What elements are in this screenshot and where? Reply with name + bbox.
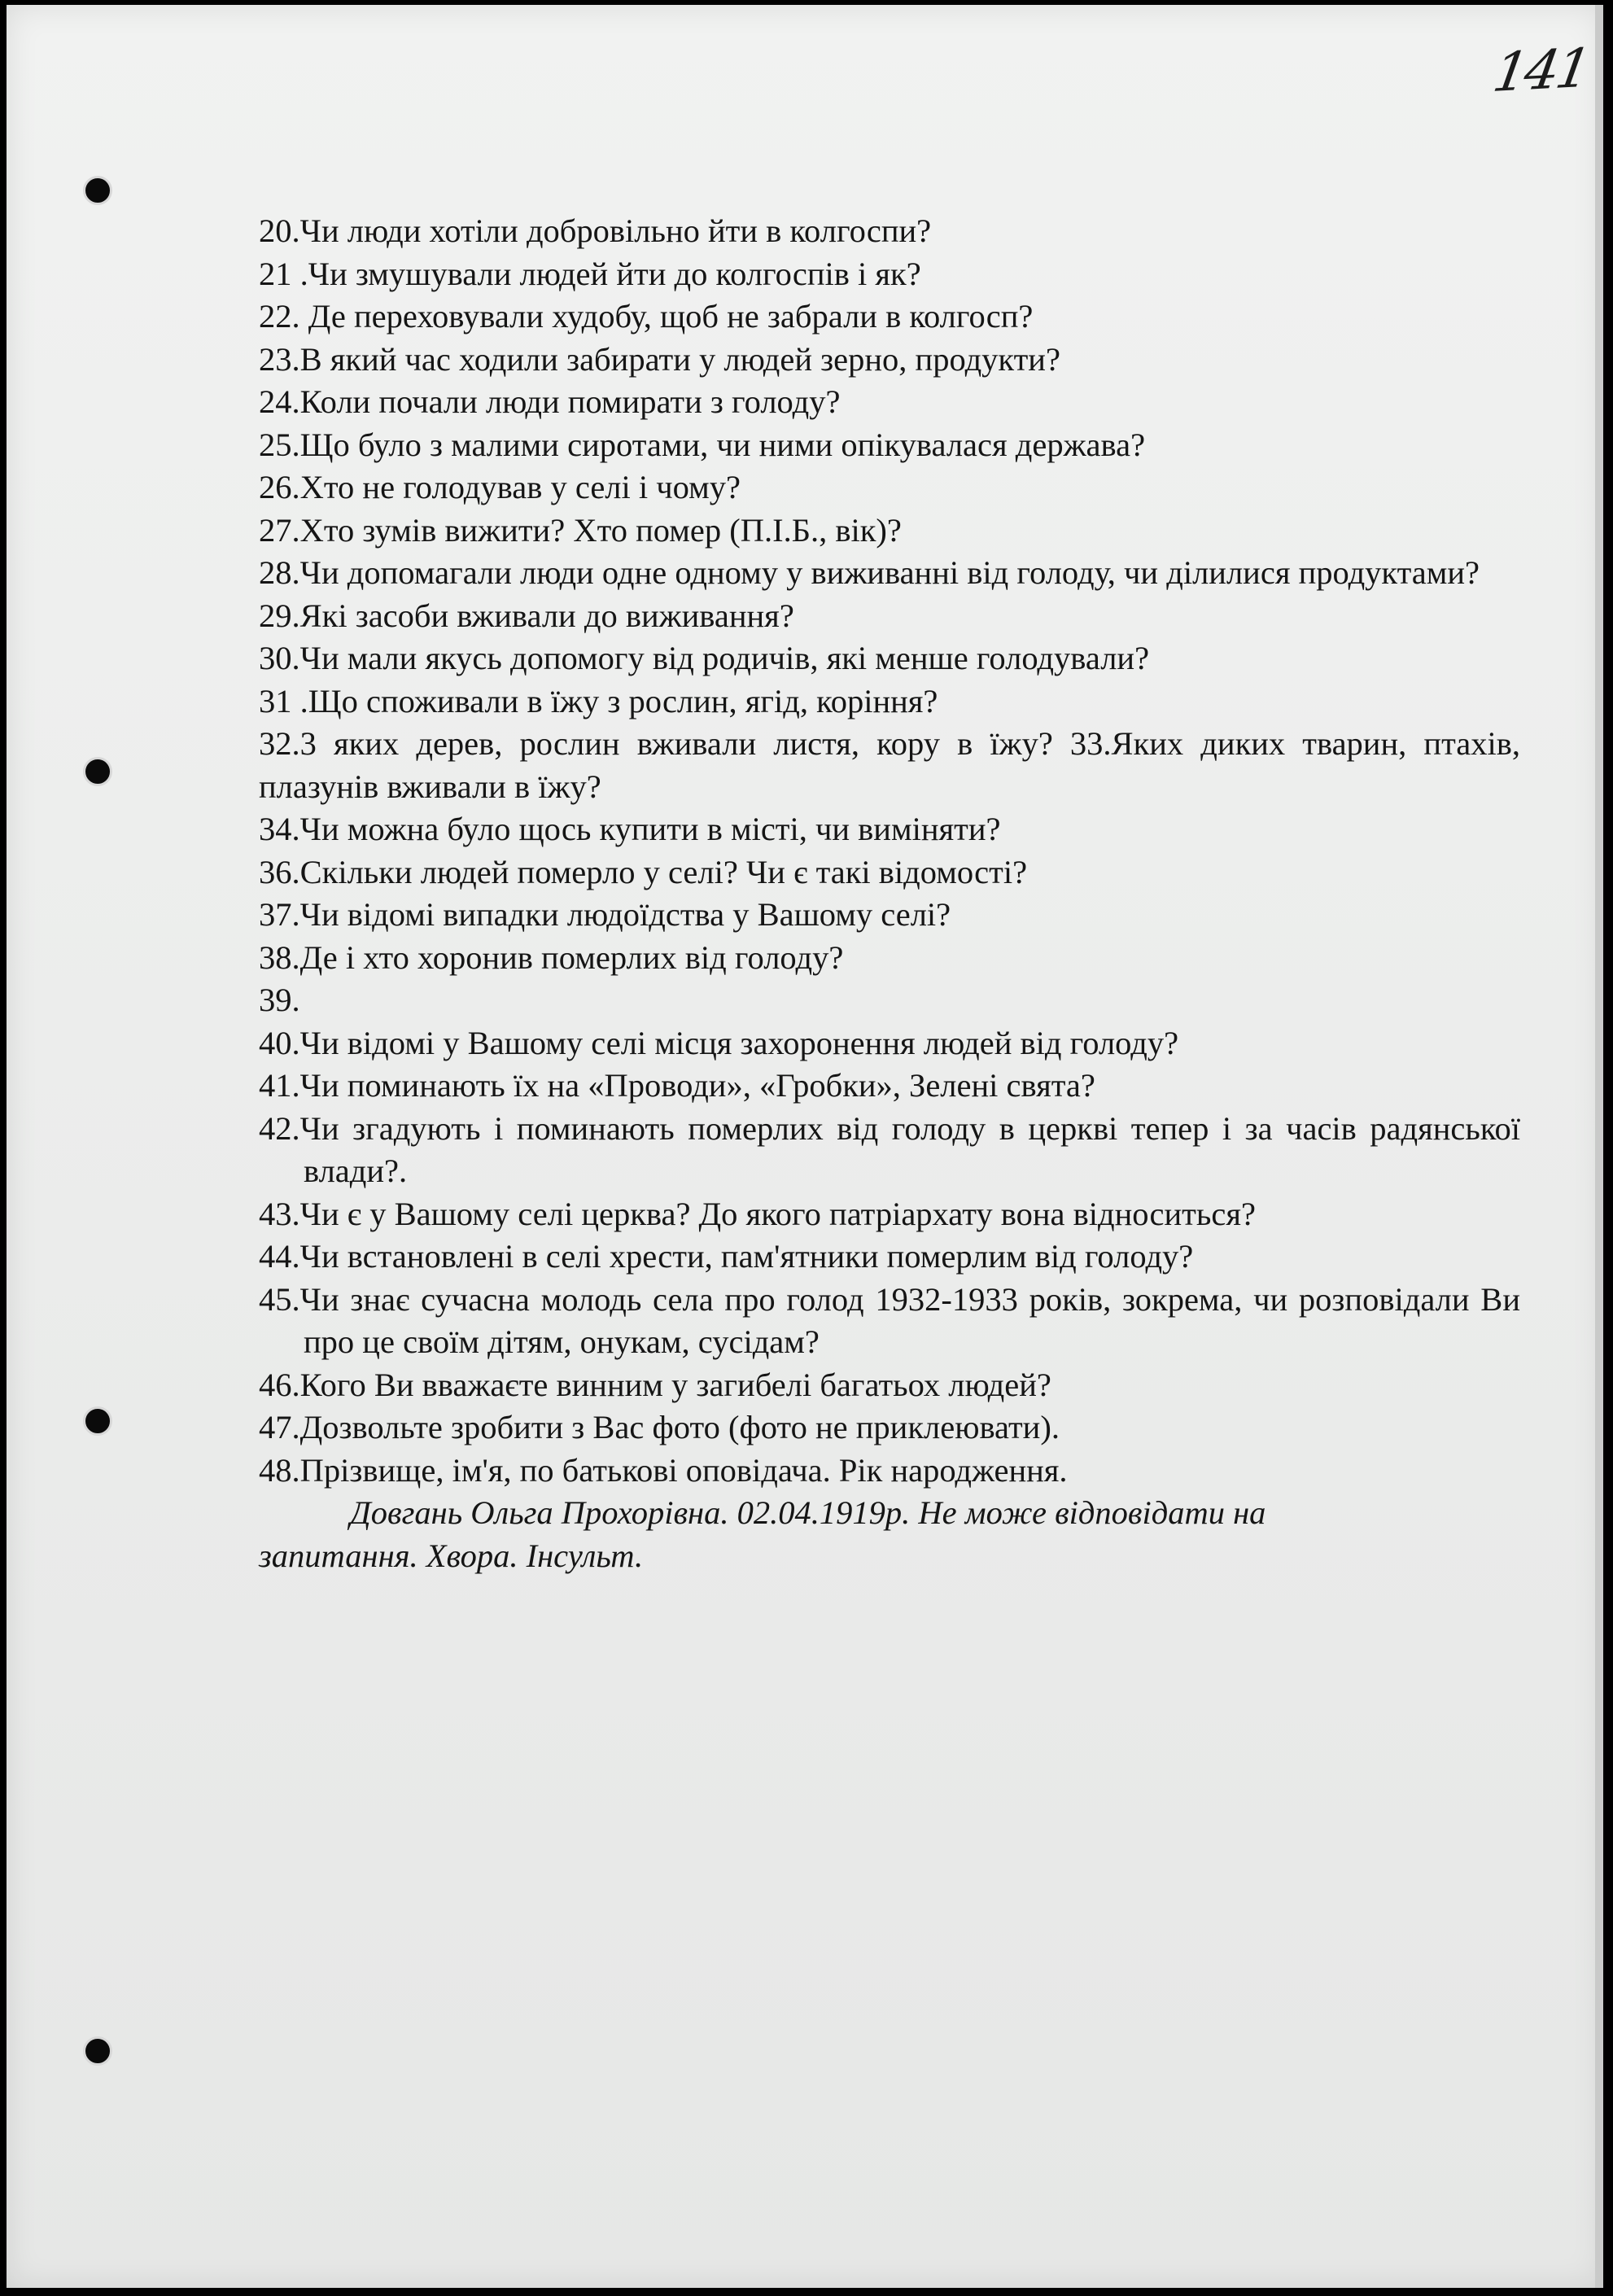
question-20: 20.Чи люди хотіли добровільно йти в колгоспи? <box>259 212 932 249</box>
question-28: 28.Чи допомагали люди одне одному у виживанні від голоду, чи ділилися продуктами? <box>259 554 1480 591</box>
question-38: 38.Де і хто хоронив померлих від голоду? <box>259 938 844 976</box>
question-29: 29.Які засоби вживали до виживання? <box>259 597 794 634</box>
question-36: 36.Скільки людей померло у селі? Чи є такі відомості? <box>259 853 1028 890</box>
question-23: 23.В який час ходили забирати у людей зерно, продукти? <box>259 340 1060 378</box>
respondent-answer: Довгань Ольга Прохорівна. 02.04.1919р. Не може відповідати на запитання. Хвора. Інсульт. <box>259 1494 1266 1574</box>
question-46: 46.Кого Ви вважаєте винним у загибелі багатьох людей? <box>259 1366 1051 1403</box>
question-27: 27.Хто зумів вижити? Хто помер (П.І.Б., вік)? <box>259 511 902 549</box>
question-45: 45.Чи знає сучасна молодь села про голод 1932-1933 років, зокрема, чи розповідали Ви про це своїм дітям, онукам, сусідам? <box>259 1280 1520 1360</box>
question-41: 41.Чи поминають їх на «Проводи», «Гробки», Зелені свята? <box>259 1067 1095 1104</box>
handwritten-page-number: 141 <box>1488 37 1593 104</box>
question-26: 26.Хто не голодував у селі і чому? <box>259 469 741 505</box>
question-48: 48.Прізвище, ім'я, по батькові оповідача. Рік народження. <box>259 1451 1068 1489</box>
question-40: 40.Чи відомі у Вашому селі місця захоронення людей від голоду? <box>259 1024 1179 1061</box>
question-43: 43.Чи є у Вашому селі церква? До якого патріархату вона відноситься? <box>259 1195 1256 1232</box>
question-25: 25.Що було з малими сиротами, чи ними опікувалася держава? <box>259 426 1146 463</box>
scan-edge <box>1595 5 1603 2288</box>
question-30: 30.Чи мали якусь допомогу від родичів, які менше голодували? <box>259 640 1150 676</box>
question-47: 47.Дозвольте зробити з Вас фото (фото не приклеювати). <box>259 1409 1060 1445</box>
question-22: 22. Де переховували худобу, щоб не забрали в колгосп? <box>259 298 1034 335</box>
punch-hole-2 <box>83 757 112 786</box>
question-44: 44.Чи встановлені в селі хрести, пам'ятники померлим від голоду? <box>259 1238 1194 1275</box>
question-21: 21 .Чи змушували людей йти до колгоспів і як? <box>259 255 921 292</box>
document-page <box>7 5 1603 2288</box>
question-42: 42.Чи згадують і поминають померлих від голоду в церкві тепер і за часів радянської влади?. <box>259 1109 1520 1189</box>
questionnaire-text <box>259 210 1520 1577</box>
punch-hole-3 <box>83 1406 112 1436</box>
punch-hole-4 <box>83 2036 112 2066</box>
question-24: 24.Коли почали люди помирати з голоду? <box>259 383 841 420</box>
question-31: 31 .Що споживали в їжу з рослин, ягід, коріння? <box>259 682 938 719</box>
question-32-33: 32.3 яких дерев, рослин вживали листя, кору в їжу? 33.Яких диких тварин, птахів, плазунів вживали в їжу? <box>259 725 1520 805</box>
question-39: 39. <box>259 982 300 1018</box>
question-34: 34.Чи можна було щось купити в місті, чи виміняти? <box>259 811 1001 847</box>
punch-hole-1 <box>83 176 112 205</box>
question-37: 37.Чи відомі випадки людоїдства у Вашому селі? <box>259 896 951 933</box>
